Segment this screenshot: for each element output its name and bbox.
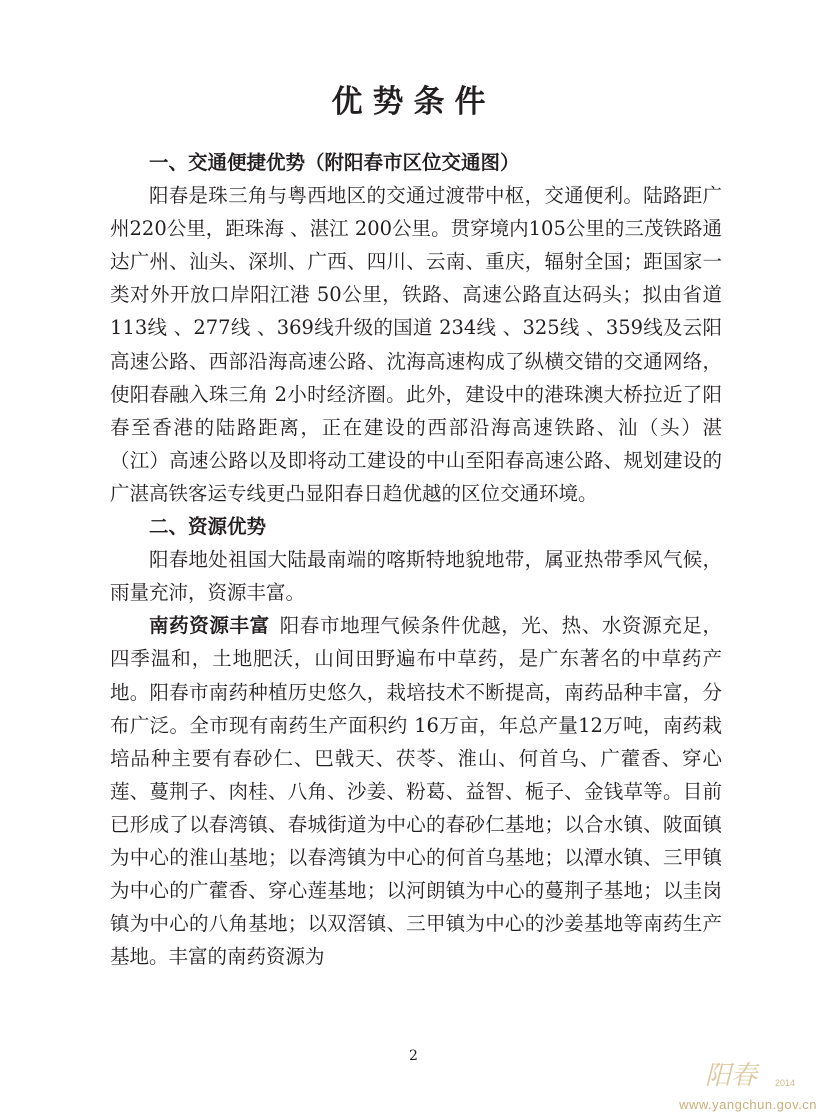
watermark-url: www.yangchun.gov.cn bbox=[679, 1097, 817, 1112]
page-title: 优势条件 bbox=[331, 84, 496, 120]
watermark-glyph: 阳春 bbox=[704, 1061, 757, 1091]
watermark-year: 2014 bbox=[774, 1078, 795, 1088]
document-body bbox=[110, 146, 722, 973]
page-number: 2 bbox=[409, 1048, 418, 1064]
paragraph-climate: 阳春地处祖国大陆最南端的喀斯特地貌地带，属亚热带季风气候，雨量充沛，资源丰富。 bbox=[110, 548, 722, 605]
paragraph-medicine bbox=[110, 609, 722, 973]
section-heading-transport: 一、交通便捷优势（附阳春市区位交通图） bbox=[149, 151, 520, 174]
paragraph-lead-medicine: 南药资源丰富 bbox=[149, 614, 270, 638]
paragraph-text-medicine: 阳春市地理气候条件优越，光、热、水资源充足，四季温和，土地肥沃，山间田野遍布中草药，是广东著名的中草药产地。阳春市南药种植历史悠久，栽培技术不断提高，南药品种丰富，分布广泛。全市现有南药生产面积约 16万亩，年总产量12万吨，南药栽培品种主要有春砂仁、巴戟天、茯苓、淮山、何首乌、广藿香、穿心莲、蔓荆子、肉桂、八角、沙姜、粉葛、益智、栀子、金钱草等。目前已形成了以春湾镇、春城街道为中心的春砂仁基地；以合水镇、陂面镇为中心的淮山基地；以春湾镇为中心的何首乌基地；以潭水镇、三甲镇为中心的广藿香、穿心莲基地；以河朗镇为中心的蔓荆子基地；以圭岗镇为中心的八角基地；以双滘镇、三甲镇为中心的沙姜基地等南药生产基地。丰富的南药资源为 bbox=[110, 614, 722, 969]
paragraph-transport: 阳春是珠三角与粤西地区的交通过渡带中枢，交通便利。陆路距广州220公里，距珠海 、湛江 200公里。贯穿境内105公里的三茂铁路通达广州、汕头、深圳、广西、四川、云南、重庆，辐射全国；距国家一类对外开放口岸阳江港 50公里，铁路、高速公路直达码头；拟由省道113线 、277线 、369线升级的国道 234线 、325线 、359线及云阳高速公路、西部沿海高速公路、沈海高速构成了纵横交错的交通网络，使阳春融入珠三角 2小时经济圈。此外，建设中的港珠澳大桥拉近了阳春至香港的陆路距离，正在建设的西部沿海高速铁路、汕（头）湛（江）高速公路以及即将动工建设的中山至阳春高速公路、规划建设的广湛高铁客运专线更凸显阳春日趋优越的区位交通环境。 bbox=[110, 184, 722, 505]
section-heading-resources: 二、资源优势 bbox=[149, 515, 267, 539]
